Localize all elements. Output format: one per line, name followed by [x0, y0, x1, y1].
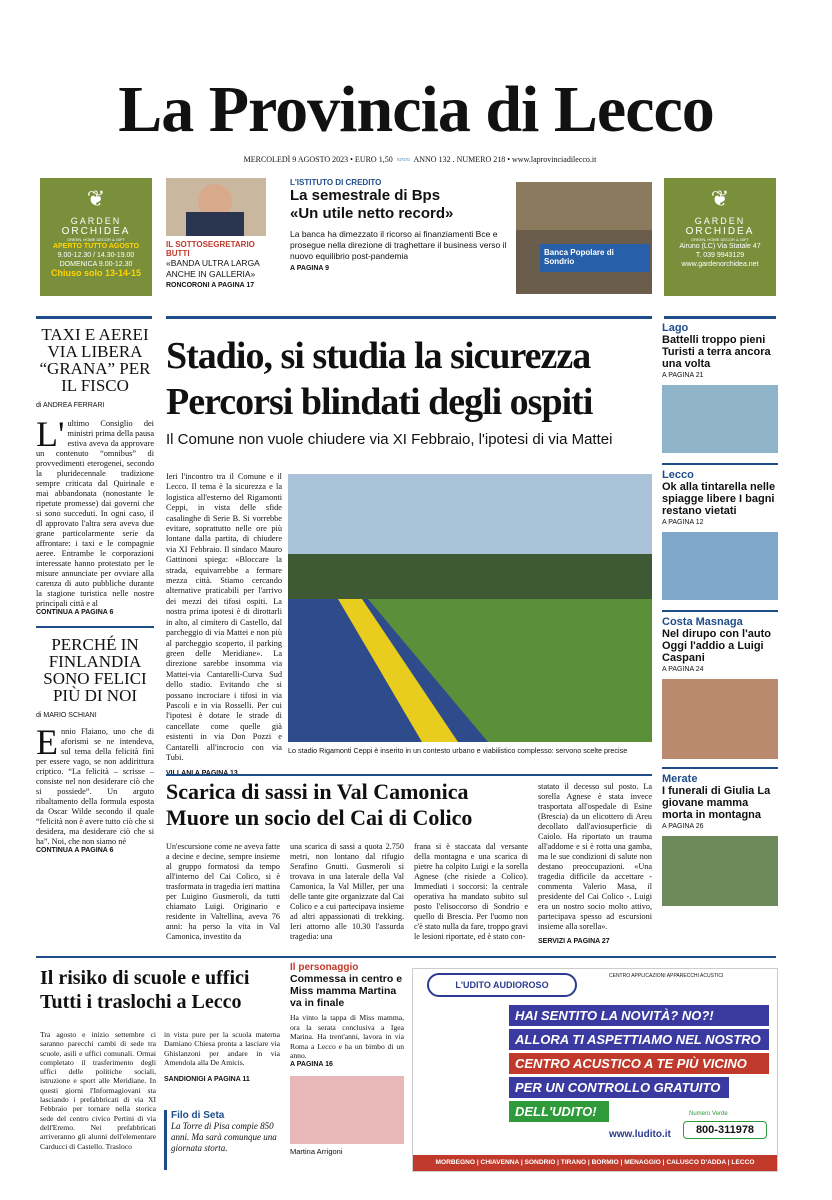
stadium-photo — [288, 474, 652, 742]
udito-logo: L'UDITO AUDIOROSO — [427, 973, 577, 997]
scuole-title-1: Il risiko di scuole e uffici — [40, 967, 250, 989]
right-column — [662, 322, 778, 942]
rule-bottom — [36, 956, 776, 958]
main-title-1: Stadio, si studia la sicurezza — [166, 335, 591, 377]
taxi-title: TAXI E AEREI VIA LIBERA “GRANA” PER IL FISCO — [39, 326, 151, 395]
finlandia-title: PERCHÉ IN FINLANDIA SONO FELICI PIÙ DI NOI — [43, 635, 147, 705]
right-item-costa[interactable]: Costa Masnaga Nel dirupo con l'auto Oggi l'addio a Luigi Caspani A PAGINA 24 — [662, 616, 778, 759]
rule-camonica — [166, 774, 652, 776]
camonica-col-1: Un'escursione come ne aveva fatte a decine e decine, sempre insieme al gruppo formatosi da tempo all'interno del Cai Colico, si è trasformata in tragedia ieri mattina per Luigino Gusmeroli, da tutti chiamato Luigi. Originario e residente in Valtellina, aveva 76 anni: ha perso la vita in Val Camonica, investito da — [166, 842, 280, 941]
bps-photo: Banca Popolare di Sondrio — [516, 182, 652, 294]
main-title-2: Percorsi blindati degli ospiti — [166, 381, 593, 423]
ad-garden-left[interactable]: ❦ GARDEN ORCHIDEA GREEN, HOME DECOR & GIFT APERTO TUTTO AGOSTO 9.00-12.30 / 14.30-19.00 DOMENICA 9.00-12.30 Chiuso solo 13-14-15 — [40, 178, 152, 296]
butti-box: IL SOTTOSEGRETARIO BUTTI «BANDA ULTRA LARGA ANCHE IN GALLERIA» RONCORONI A PAGINA 17 — [166, 240, 260, 289]
leaf-icon: ❦ — [86, 186, 106, 211]
camonica-title-1: Scarica di sassi in Val Camonica — [166, 779, 469, 804]
scuole-title-2: Tutti i traslochi a Lecco — [40, 991, 242, 1013]
left-column: TAXI E AEREI VIA LIBERA “GRANA” PER IL FISCO di ANDREA FERRARI L' ultimo Consiglio dei ministri prima della pausa estiva aveva da approvare un contenuto “omnibus” di provvedimenti eterogenei, secondo la pluridecennale tradizione sempre criticata dal Quirinale e mai abbandonata (nonostante le ripetute promesse) dai governi che si sono succeduti. In ogni caso, il dl approvato l'altra sera aveva due grane particolarmente serie da affrontare: i taxi e le compagnie aeree. Entrambe le corporazioni interessate hanno protestato per le misure annunciate per ovviare alla carenza di auto pubbliche durante la stagione turistica nelle nostre principali città e al CONTINUA A PAGINA 6 PERCHÉ IN FINLANDIA SONO FELICI PIÙ DI NOI di MARIO SCHIANI E nnio Flaiano, uno che di aforismi se ne intendeva, sul tema della felicità finì per essere vago, se non addirittura criptico. “La felicità – scrisse – consiste nel non desiderare ciò che si possiede”. Un arguto ribaltamento della formula esposta da Oscar Wilde secondo il quale “felicità non è avere tutto ciò che si desidera, ma desiderare ciò che si ha”. Noi, che non siamo né CONTINUA A PAGINA 6 — [36, 326, 154, 854]
right-item-lecco[interactable]: Lecco Ok alla tintarella nelle spiagge libere I bagni restano vietati A PAGINA 12 — [662, 469, 778, 600]
butti-photo — [166, 178, 266, 236]
date-text: MERCOLEDÌ 9 AGOSTO 2023 • EURO 1,50 — [243, 155, 393, 164]
ad-udito[interactable]: L'UDITO AUDIOROSO CENTRO APPLICAZIONI APPARECCHI ACUSTICI HAI SENTITO LA NOVITÀ? NO?! ALLORA TI ASPETTIAMO NEL NOSTRO CENTRO ACUSTICO A TE PIÙ VICINO PER UN CONTROLLO GRATUITO DELL'UDITO! www.ludito.it Numero Verde 800-311978 MORBEGNO | CHIAVENNA | SONDRIO | TIRANO | BORMIO | MENAGGIO | CALUSCO D'ADDA | LECCO — [412, 968, 778, 1172]
right-item-lago[interactable]: Lago Battelli troppo pieni Turisti a terra ancora una volta A PAGINA 21 — [662, 322, 778, 453]
costa-photo — [662, 679, 778, 759]
lago-photo — [662, 385, 778, 453]
filo-box: Filo di Seta La Torre di Pisa compie 850 anni. Ma sarà comunque una giornata storta. — [164, 1110, 280, 1170]
udito-phone[interactable]: 800-311978 — [683, 1121, 767, 1139]
stadium-caption: Lo stadio Rigamonti Ceppi è inserito in un contesto urbano e viabilistico complesso: servono scelte precise — [288, 746, 628, 755]
masthead-title: La Provincia di Lecco — [118, 73, 714, 146]
bps-box: L'ISTITUTO DI CREDITO La semestrale di Bps «Un utile netto record» La banca ha dimezzato il ricorso ai finanziamenti Bce e prosegue nella direzione di traghettare il business verso il nuovo equilibrio post-pandemia A PAGINA 9 — [290, 178, 507, 272]
scuole-col-2: in vista pure per la scuola materna Damiano Chiesa pronta a lasciare via Ghislanzoni per andare in via Amendola alla De Amicis. — [164, 1030, 280, 1067]
camonica-col-2: una scarica di sassi a quota 2.750 metri, non lontano dal rifugio Serafino Gnutti. Gusmeroli si trovava in una laterale della Val Camonica, la Val Miller, per una delle tante gite organizzate dal Cai Colico e a cui partecipava insieme ad altri appassionati di trekking. Ieri attorno alle 10.30 l'assurda tragedia: una — [290, 842, 404, 941]
main-body: Ieri l'incontro tra il Comune e il Lecco. Il tema è la sicurezza e la logistica all'esterno del Rigamonti Ceppi, in vista delle sfide casalinghe di Serie B. Si vorrebbe evitare, soprattutto nelle ore più lontane dalla partita, di chiudere via XI Febbraio. Il sindaco Mauro Gattinoni spiega: «Bloccare la strada, equivarrebbe a fermare mezza città. Stiamo cercando alternative praticabili per l'arrivo dei mezzi dei tifosi ospiti. La nostra prima ipotesi è di dirottarli in alto, al cimitero di Castello, dal parcheggio di via Mattei e non più al parcheggio scoperto, il parking green delle Meridiane». La direzione sarebbe insomma via Mattei-via Cantarelli-Curva Sud dello stadio. Evitando che si possano incrociare i tifosi in via Pascoli e in via Rosselli. Per cui l'ipotesi è dotare le strade di cancellate come quelle già esistenti in via Don Pozzi e Cantarelli all'incrocio con via Tubi. — [166, 472, 282, 762]
right-item-merate[interactable]: Merate I funerali di Giulia La giovane mamma morta in montagna A PAGINA 26 — [662, 773, 778, 906]
personaggio-box: Il personaggio Commessa in centro e Miss mamma Martina va in finale Ha vinto la tappa di Miss mamma, ora la serata conclusiva a Igea Marina. Ha trent'anni, lavora in via Roma a Lecco e ha un bimbo di un anno. A PAGINA 16 Martina Arrigoni — [290, 962, 404, 1156]
camonica-col-3: frana si è staccata dal versante della montagna e una scarica di pietre ha colpito Luigi e la sorella Agnese (che risiede a Colico). Immediati i soccorsi: la centrale operativa ha mandato subito sul posto l'elisoccorso di Sondrio e quello di Brescia. Per l'uomo non c'è stato nulla da fare, troppo gravi le lesioni riportate, ed è stato con- — [414, 842, 528, 941]
camonica-col-4: statato il decesso sul posto. La sorella Agnese è stata invece trasportata all'ospedale di Esine (Brescia) da un elicottero di Areu decollato dall'aviosuperficie di Caiolo. Ha riportato un trauma all'addome e si è rotta una gamba, ma le sue condizioni di salute non destano preoccupazioni. «Una tragedia difficile da accettare - commenta Valerio Masa, il presidente del Cai Colico -. Luigi era un nostro socio molto attivo, partecipava spesso ad escursioni insieme alla sorella». — [538, 782, 652, 931]
rule-right — [664, 316, 776, 319]
leaf-icon: ❦ — [710, 186, 730, 211]
martina-photo — [290, 1076, 404, 1144]
rule-main — [166, 316, 652, 319]
camonica-ref: SERVIZI A PAGINA 27 — [538, 938, 610, 945]
scuole-ref: SANDIONIGI A PAGINA 11 — [164, 1076, 250, 1083]
camonica-title-2: Muore un socio del Cai di Colico — [166, 805, 473, 830]
lecco-photo — [662, 532, 778, 600]
ad-garden-right[interactable]: ❦ GARDEN ORCHIDEA GREEN, HOME DECOR & GIFT Airuno (LC) Via Statale 47 T. 039 9943129 www.gardenorchidea.net — [664, 178, 776, 296]
dateline: MERCOLEDÌ 9 AGOSTO 2023 • EURO 1,50 ≈≈≈ ANNO 132 . NUMERO 218 • www.laprovinciadilecco.it — [243, 155, 597, 164]
issue-text: ANNO 132 . NUMERO 218 • www.laprovinciadilecco.it — [413, 155, 597, 164]
main-subtitle: Il Comune non vuole chiudere via XI Febbraio, l'ipotesi di via Mattei — [166, 431, 613, 448]
merate-photo — [662, 836, 778, 906]
scuole-col-1: Tra agosto e inizio settembre ci saranno parecchi cambi di sede tra scuole, asili e uffici comunali. Ormai completato il trasferimento degli uffici delle politiche sociali, istruzione e sport alle Meridiane. In questi giorni l'Informagiovani sta lasciando i prefabbricati di via XI Febbraio per tornare nella storica sede del centro civico Pertini di via dell'Eremo. Nei prefabbricati arriveranno gli alunni dell'elementare Carducci di Castello. Trasloco — [40, 1030, 156, 1151]
rule-left — [36, 316, 152, 319]
